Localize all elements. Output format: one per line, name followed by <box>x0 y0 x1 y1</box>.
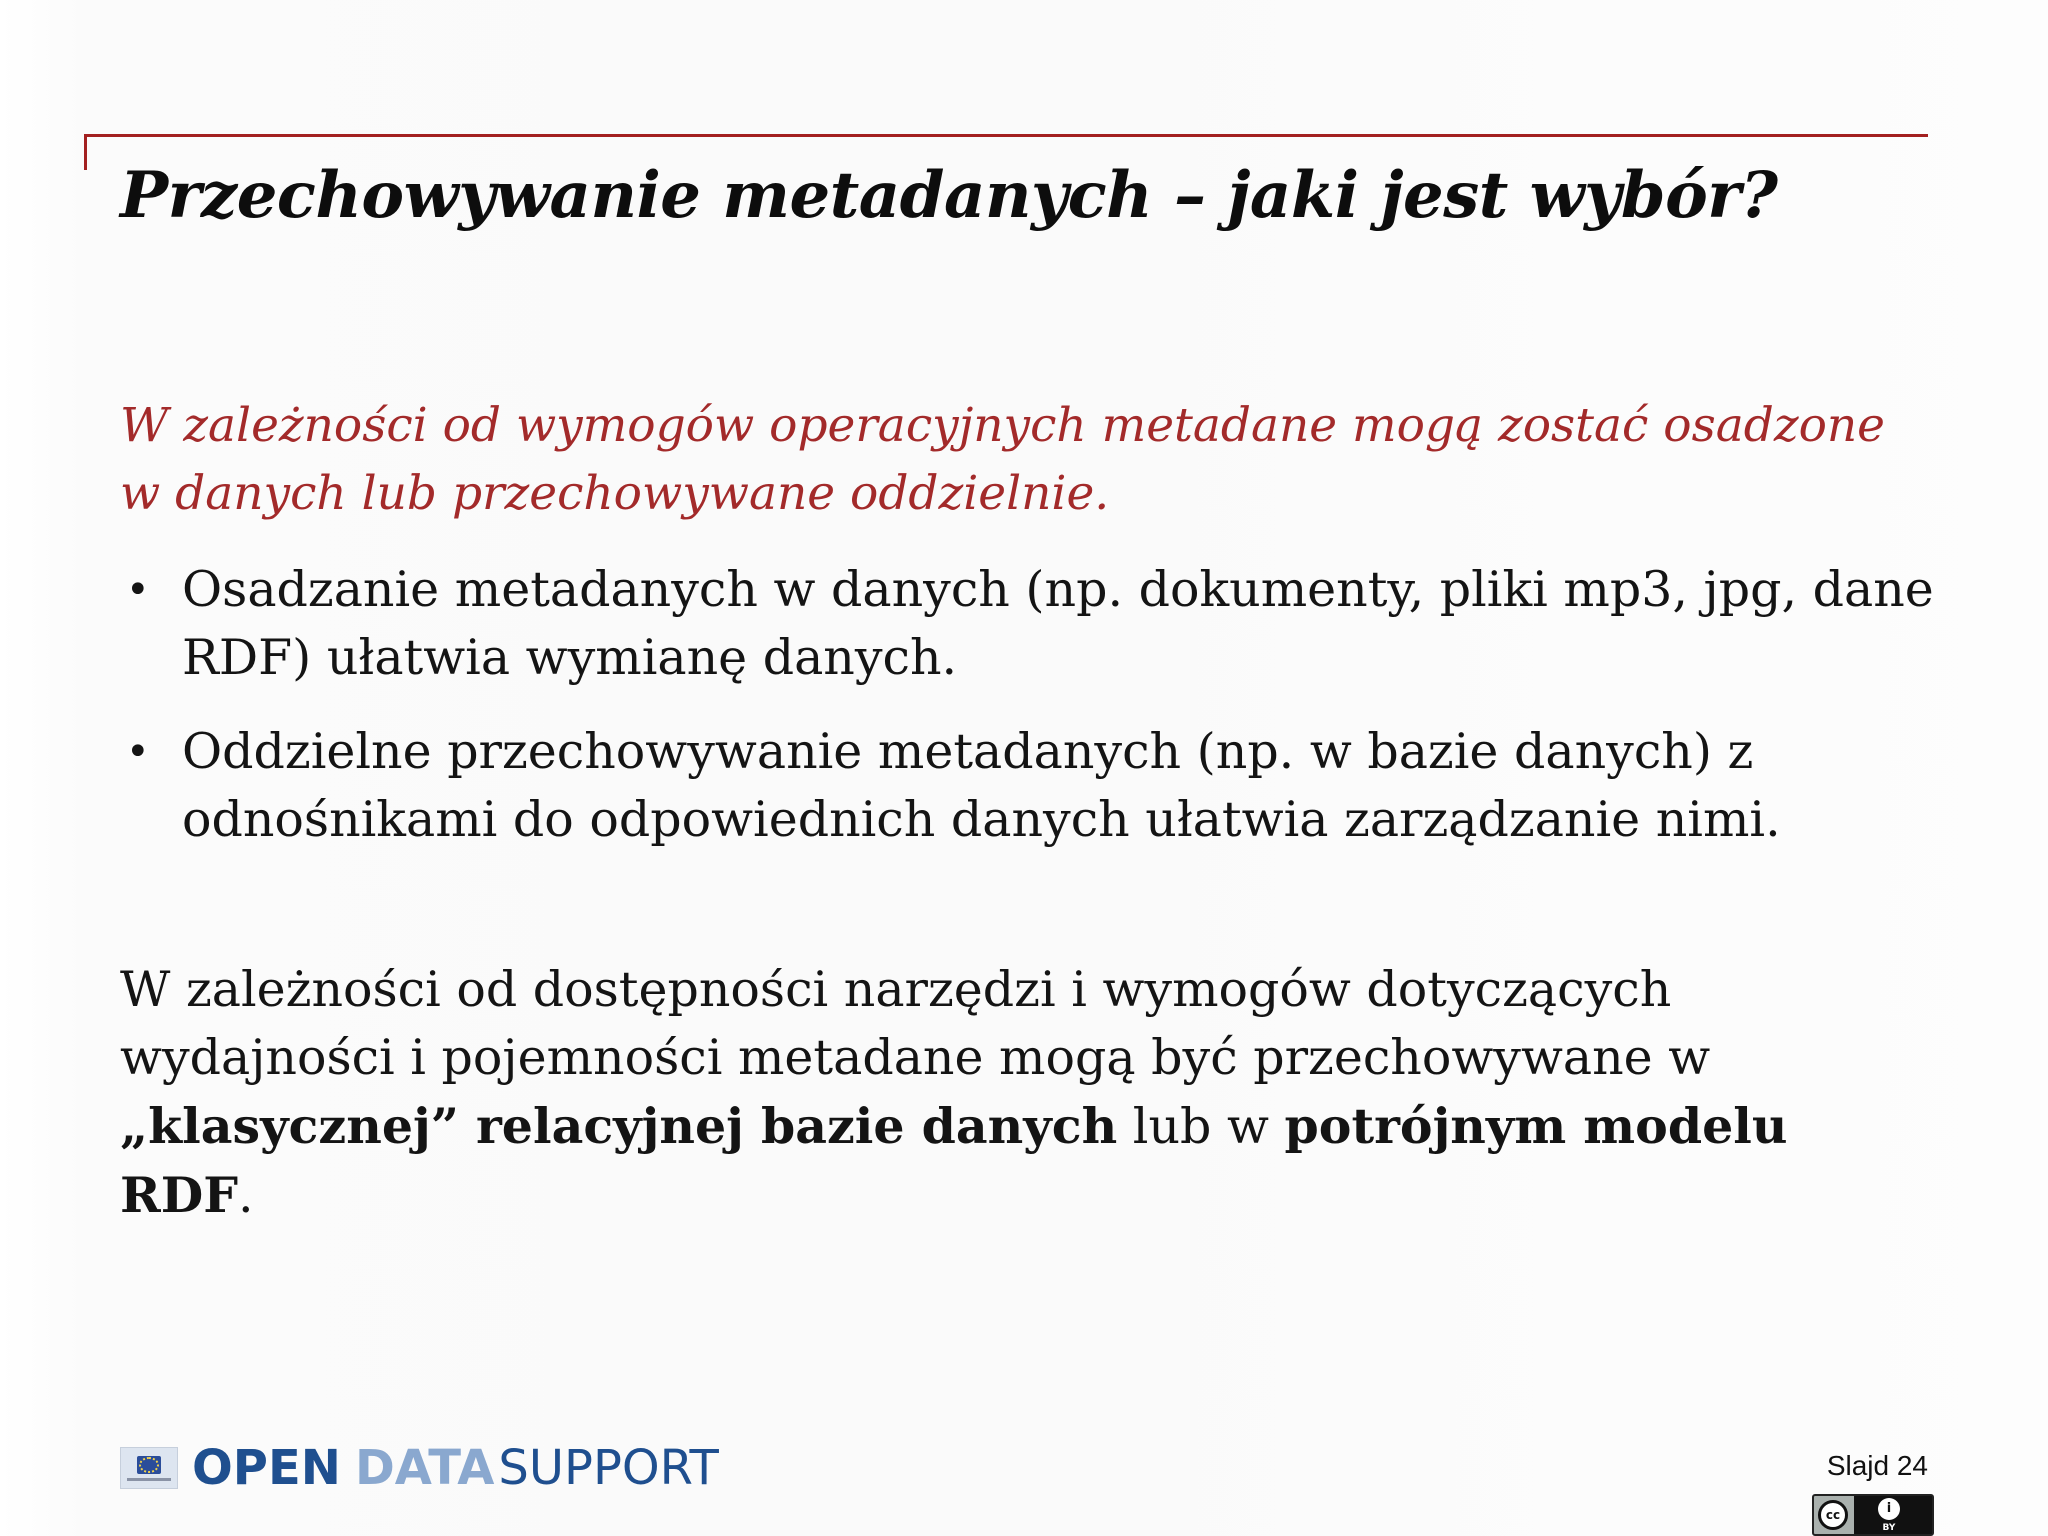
cc-by-license-badge <box>1812 1494 1934 1536</box>
title-rule <box>84 134 1928 137</box>
paragraph-text: . <box>238 1167 254 1224</box>
brand-support: SUPPORT <box>498 1440 719 1496</box>
cc-icon: cc <box>1818 1500 1848 1530</box>
brand-data: DATA <box>354 1440 495 1496</box>
bullet-item <box>120 556 1940 692</box>
brand-wordmark <box>192 1440 719 1496</box>
bullet-text: Oddzielne przechowywanie metadanych (np. w bazie danych) z odnośnikami do odpowiednich danych ułatwia zarządzanie nimi. <box>182 723 1781 848</box>
open-data-support-logo <box>120 1438 719 1498</box>
eu-flag-icon <box>120 1447 178 1489</box>
attribution-person-icon: i <box>1878 1498 1900 1520</box>
bullet-text: Osadzanie metadanych w danych (np. dokumenty, pliki mp3, jpg, dane RDF) ułatwia wymianę danych. <box>182 561 1934 686</box>
lead-text: W zależności od wymogów operacyjnych metadane mogą zostać osadzone w danych lub przechowywane oddzielnie. <box>120 398 1885 521</box>
bullet-list <box>120 556 1940 880</box>
paragraph-bold-relational: „klasycznej” relacyjnej bazie danych <box>120 1097 1118 1155</box>
slide-number: Slajd 24 <box>1826 1450 1928 1481</box>
bullet-item <box>120 718 1940 854</box>
slide-title: Przechowywanie metadanych – jaki jest wybór? <box>120 158 1778 233</box>
brand-open: OPEN <box>192 1440 341 1496</box>
paragraph-text: W zależności od dostępności narzędzi i wymogów dotyczących wydajności i pojemności metadane mogą być przechowywane w <box>120 961 1711 1086</box>
license-by-label: BY <box>1882 1523 1896 1533</box>
bullet-dot-icon: • <box>126 729 150 775</box>
bullet-dot-icon: • <box>126 567 150 613</box>
paragraph-bold-rdf: potrójnym modelu RDF <box>120 1097 1788 1224</box>
title-rule-corner <box>84 134 87 170</box>
closing-paragraph <box>120 956 1920 1230</box>
paragraph-text: lub w <box>1117 1098 1285 1155</box>
